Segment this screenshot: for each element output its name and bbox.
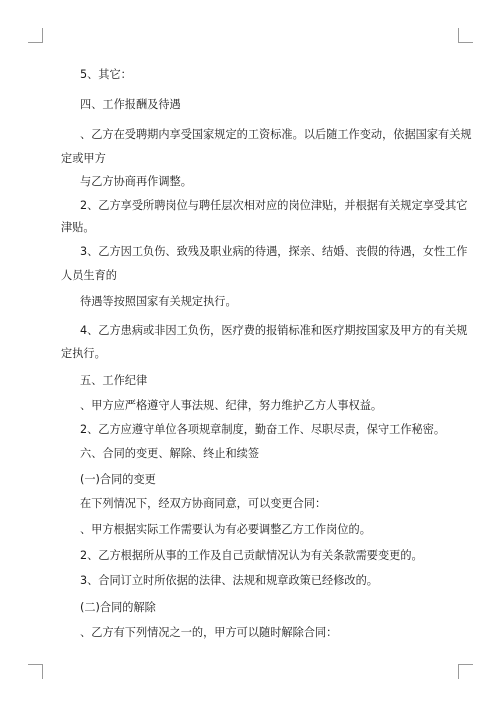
subsection-heading: (二)合同的解除 bbox=[80, 601, 156, 614]
text-line: 定执行。 bbox=[61, 347, 106, 360]
text-line: 在下列情况下，经双方协商同意，可以变更合同： bbox=[80, 497, 327, 510]
text-line: 、甲方根据实际工作需要认为有必要调整乙方工作岗位的。 bbox=[80, 523, 371, 536]
text-line: 津贴。 bbox=[61, 221, 95, 234]
text-line: 人员生育的 bbox=[61, 269, 117, 282]
text-line: 2、乙方享受所聘岗位与聘任层次相对应的岗位津贴，并根据有关规定享受其它 bbox=[80, 199, 468, 212]
text-line: 、乙方有下列情况之一的，甲方可以随时解除合同： bbox=[80, 626, 338, 639]
text-line: 与乙方协商再作调整。 bbox=[80, 175, 192, 188]
text-line: 定或甲方 bbox=[61, 152, 106, 165]
crop-mark-top-left bbox=[28, 28, 43, 43]
section-heading: 六、合同的变更、解除、终止和续签 bbox=[80, 447, 260, 460]
crop-mark-top-right bbox=[458, 28, 473, 43]
section-heading: 五、工作纪律 bbox=[80, 374, 148, 387]
subsection-heading: (一)合同的变更 bbox=[80, 473, 156, 486]
text-line: 2、乙方根据所从事的工作及自己贡献情况认为有关条款需要变更的。 bbox=[80, 549, 423, 562]
text-line: 待遇等按照国家有关规定执行。 bbox=[80, 295, 237, 308]
crop-mark-bottom-left bbox=[28, 664, 43, 679]
section-heading: 四、工作报酬及待遇 bbox=[80, 98, 181, 111]
text-line: 、甲方应严格遵守人事法规、纪律，努力维护乙方人事权益。 bbox=[80, 399, 383, 412]
text-line: 3、乙方因工负伤、致残及职业病的待遇，探亲、结婚、丧假的待遇，女性工作 bbox=[80, 245, 468, 258]
text-line: 、乙方在受聘期内享受国家规定的工资标准。以后随工作变动，依据国家有关规 bbox=[80, 128, 472, 141]
crop-mark-bottom-right bbox=[458, 664, 473, 679]
text-line: 2、乙方应遵守单位各项规章制度，勤奋工作、尽职尽责，保守工作秘密。 bbox=[80, 423, 446, 436]
text-line: 4、乙方患病或非因工负伤，医疗费的报销标准和医疗期按国家及甲方的有关规 bbox=[80, 324, 468, 337]
text-line: 3、合同订立时所依据的法律、法规和规章政策已经修改的。 bbox=[80, 574, 378, 587]
text-line: 5、其它： bbox=[80, 68, 132, 81]
